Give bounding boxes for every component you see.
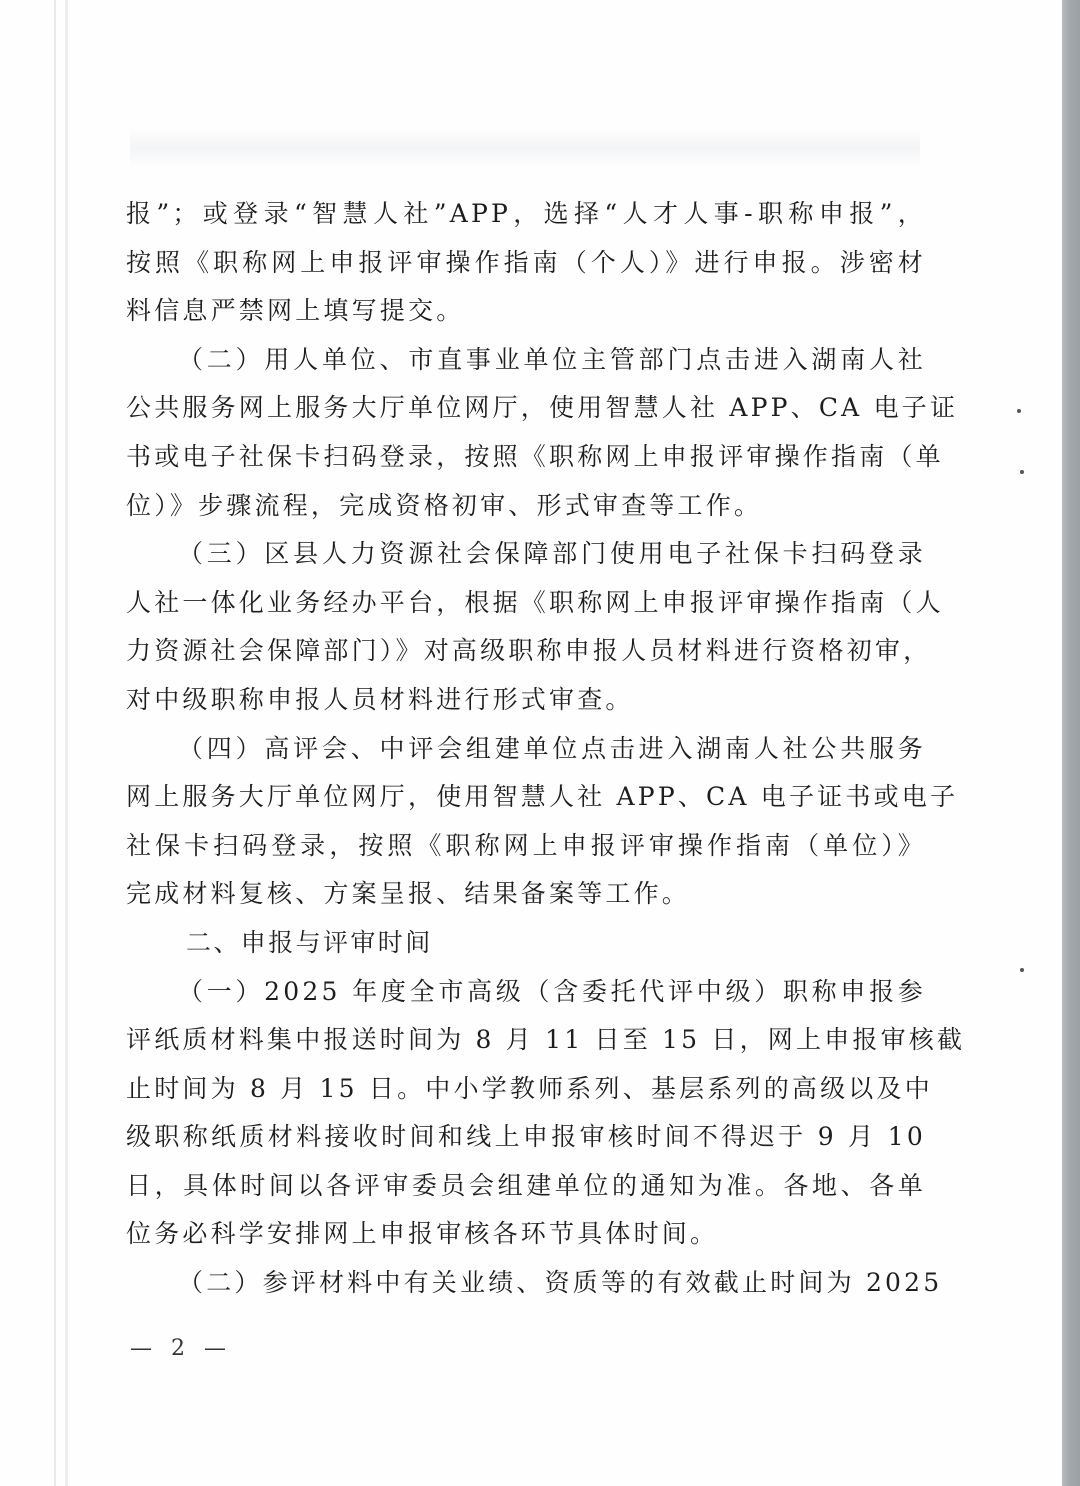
scan-speck <box>1017 409 1021 413</box>
paragraph-item-3 <box>126 530 944 724</box>
text-line: 公共服务网上服务大厅单位网厅，使用智慧人社 APP、CA 电子证 <box>126 393 959 423</box>
text-line: 位务必科学安排网上申报审核各环节具体时间。 <box>126 1219 719 1249</box>
scan-right-edge <box>1062 0 1080 1486</box>
text-line: （三）区县人力资源社会保障部门使用电子社保卡扫码登录 <box>178 539 926 569</box>
text-line: （四）高评会、中评会组建单位点击进入湖南人社公共服务 <box>178 733 926 763</box>
document-body <box>126 190 966 1308</box>
text-line: 书或电子社保卡扫码登录，按照《职称网上申报评审操作指南（单 <box>126 441 944 471</box>
scan-bleed-through <box>130 128 920 168</box>
text-line: 料信息严禁网上填写提交。 <box>126 296 465 326</box>
scan-speck <box>1020 470 1024 474</box>
paragraph-item-2 <box>126 336 959 530</box>
section-heading: 二、申报与评审时间 <box>186 927 433 957</box>
text-line: （一）2025 年度全市高级（含委托代评中级）职称申报参 <box>178 976 926 1006</box>
text-line: 完成材料复核、方案呈报、结果备案等工作。 <box>126 879 691 909</box>
text-line: 位）》步骤流程，完成资格初审、形式审查等工作。 <box>126 490 763 520</box>
page-number: — 2 — <box>130 1336 232 1361</box>
text-line: 网上服务大厅单位网厅，使用智慧人社 APP、CA 电子证书或电子 <box>126 782 959 812</box>
scan-speck <box>1020 968 1024 972</box>
paragraph-item-4 <box>126 725 959 919</box>
text-line: 报”；或登录“智慧人社”APP，选择“人才人事-职称申报”， <box>126 199 926 228</box>
text-line: 对中级职称申报人员材料进行形式审查。 <box>126 684 634 714</box>
text-line: 日，具体时间以各评审委员会组建单位的通知为准。各地、各单 <box>126 1170 926 1200</box>
text-line: 力资源社会保障部门）》对高级职称申报人员材料进行资格初审， <box>126 636 932 666</box>
paragraph-time-2 <box>126 1259 943 1308</box>
paragraph-time-1 <box>126 968 966 1260</box>
scan-edge-line <box>54 0 68 1486</box>
text-line: 按照《职称网上申报评审操作指南（个人）》进行申报。涉密材 <box>126 247 926 277</box>
text-line: 评纸质材料集中报送时间为 8 月 11 日至 15 日，网上申报审核截 <box>126 1025 966 1055</box>
text-line: 级职称纸质材料接收时间和线上申报审核时间不得迟于 9 月 10 <box>126 1122 926 1152</box>
text-line: 止时间为 8 月 15 日。中小学教师系列、基层系列的高级以及中 <box>126 1073 933 1103</box>
text-line: 人社一体化业务经办平台，根据《职称网上申报评审操作指南（人 <box>126 587 944 617</box>
paragraph-continued <box>126 190 926 336</box>
text-line: 社保卡扫码登录，按照《职称网上申报评审操作指南（单位）》 <box>126 830 926 860</box>
text-line: （二）用人单位、市直事业单位主管部门点击进入湖南人社 <box>178 344 926 374</box>
text-line: （二）参评材料中有关业绩、资质等的有效截止时间为 2025 <box>178 1268 943 1298</box>
